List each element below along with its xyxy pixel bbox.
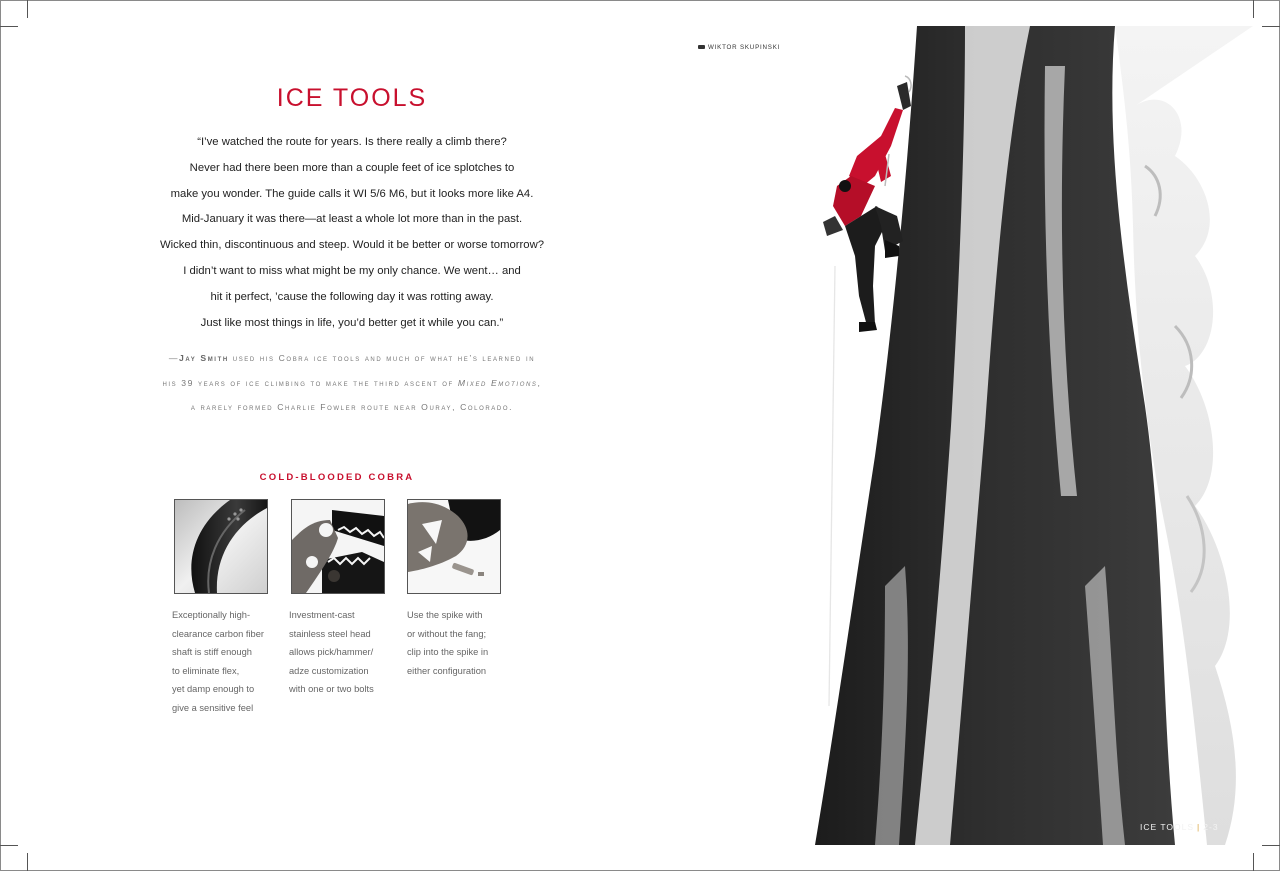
photo-credit-name: WIKTOR SKUPINSKI [708,44,781,51]
crop-mark [0,845,18,846]
camera-icon [698,45,705,49]
attribution-text: , [537,377,542,388]
quote-line: I didn’t want to miss what might be my only chance. We went… and [183,264,521,277]
folio-section: ICE TOOLS [1140,822,1195,832]
crop-mark [1253,0,1254,18]
crop-mark [1262,26,1280,27]
caption-line: clearance carbon fiber [172,628,264,639]
quote-line: Never had there been more than a couple feet of ice splotches to [189,161,515,174]
crop-mark [27,0,28,18]
caption-line: allows pick/hammer/ [289,647,374,658]
attribution-line [100,346,604,371]
crop-mark [1262,845,1280,846]
carbon-shaft-photo [174,499,268,594]
caption-line: yet damp enough to [172,684,255,695]
caption-line: or without the fang; [407,628,487,639]
photo-credit [698,44,780,51]
caption-line: Investment-cast [289,610,355,620]
caption-line: clip into the spike in [407,647,489,658]
steel-head-photo [291,499,385,594]
quote-line: Just like most things in life, you’d better get it while you can.” [200,316,504,329]
quote-line: hit it perfect, ’cause the following day it was rotting away. [210,290,494,303]
quote-line: Mid-January it was there—at least a whole lot more than in the past. [181,213,523,226]
caption-line: give a sensitive feel [172,702,254,713]
caption-line: either configuration [407,665,487,676]
pull-quote [100,130,604,336]
caption-line: Exceptionally high- [172,610,251,620]
spike-photo [407,499,501,594]
caption-line: adze customization [289,665,369,676]
attribution-name: Jay Smith [179,353,229,363]
caption-line: stainless steel head [289,628,371,639]
ice-climber-photo [815,26,1253,845]
feature-caption [172,606,264,718]
caption-line: with one or two bolts [289,684,374,695]
section-heading: COLD-BLOODED COBRA [259,472,415,483]
caption-line: to eliminate flex, [172,665,240,676]
caption-line: shaft is stiff enough [172,647,252,658]
folio-separator: | [1197,822,1201,832]
caption-line: Use the spike with [407,610,483,620]
attribution-line: a rarely formed Charlie Fowler route near Ouray, Colorado. [190,402,514,412]
crop-mark [0,26,18,27]
feature-caption [407,606,488,680]
attribution-text: used his Cobra ice tools and much of what he’s learned in [228,353,536,363]
attribution-dash: — [168,353,180,363]
page-title: ICE TOOLS [276,84,428,112]
quote-attribution [100,346,604,420]
attribution-text: his 39 years of ice climbing to make the third ascent of [162,377,458,388]
feature-caption [289,606,374,699]
crop-mark [1253,853,1254,871]
quote-line: make you wonder. The guide calls it WI 5/6 M6, but it looks more like A4. [170,187,534,200]
attribution-line [100,371,604,396]
quote-line: Wicked thin, discontinuous and steep. Would it be better or worse tomorrow? [159,239,545,252]
quote-line: “I’ve watched the route for years. Is there really a climb there? [197,136,507,148]
folio-pages: 2-3 [1203,822,1219,832]
page-folio [1140,822,1219,832]
route-name: Mixed Emotions [457,377,538,388]
crop-mark [27,853,28,871]
